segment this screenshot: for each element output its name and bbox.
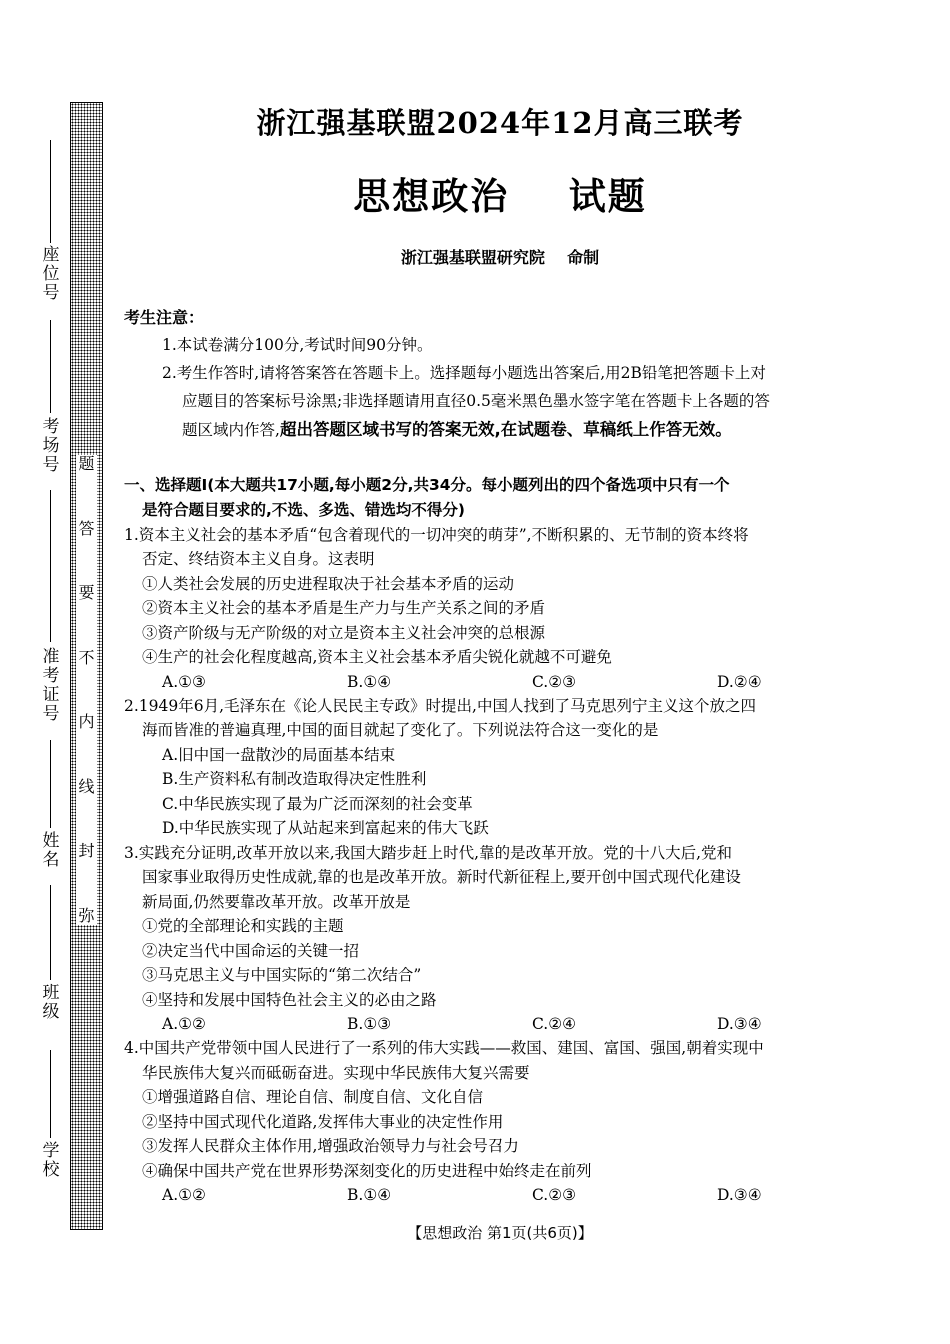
- question-4-stem-line-1: 4.中国共产党带领中国人民进行了一系列的伟大实践——救国、建国、富国、强国,朝着实现中: [124, 1039, 764, 1057]
- admission-number-label: 准考证号: [42, 647, 60, 724]
- question-3-choices: [162, 1012, 882, 1037]
- notice-title: 考生注意：: [124, 308, 205, 327]
- question-4-item: ④确保中国共产党在世界形势深刻变化的历史进程中始终走在前列: [142, 1162, 592, 1180]
- notice-bold-text: 超出答题区域书写的答案无效,在试题卷、草稿纸上作答无效。: [279, 420, 732, 439]
- seal-char: 弥: [78, 905, 95, 925]
- choice-b: B.①④: [347, 1186, 392, 1204]
- question-2-option-d: D.中华民族实现了从站起来到富起来的伟大飞跃: [162, 819, 489, 837]
- question-1-item: ②资本主义社会的基本矛盾是生产力与生产关系之间的矛盾: [142, 599, 546, 617]
- exam-title: 浙江强基联盟2024年12月高三联考: [256, 106, 744, 140]
- choice-d: D.③④: [717, 1186, 762, 1204]
- question-1-stem-line-2: 否定、终结资本主义自身。这表明: [142, 550, 375, 568]
- notice-normal-text: 题区域内作答,: [182, 421, 280, 439]
- class-label: 班级: [42, 983, 60, 1022]
- choice-a: A.①③: [162, 673, 206, 691]
- question-1-stem-line-1: 1.资本主义社会的基本矛盾“包含着现代的一切冲突的萌芽”,不断积累的、无节制的资本终将: [124, 526, 749, 544]
- question-4-choices: [162, 1183, 882, 1208]
- question-1-choices: [162, 670, 882, 695]
- question-3-item: ①党的全部理论和实践的主题: [142, 917, 344, 935]
- seal-char: 封: [78, 841, 95, 861]
- question-4-stem-line-2: 华民族伟大复兴而砥砺奋进。实现中华民族伟大复兴需要: [142, 1064, 530, 1082]
- question-3-item: ②决定当代中国命运的关键一招: [142, 942, 360, 960]
- seal-char: 题: [78, 454, 95, 473]
- choice-d: D.③④: [717, 1015, 762, 1033]
- school-label: 学校: [42, 1141, 60, 1180]
- choice-a: A.①②: [162, 1186, 206, 1204]
- compiler-line: 浙江强基联盟研究院 命制: [400, 248, 600, 267]
- question-3-stem-line-1: 3.实践充分证明,改革开放以来,我国大踏步赶上时代,靠的是改革开放。党的十八大后,党和: [124, 844, 732, 862]
- seat-number-label: 座位号: [42, 245, 60, 303]
- question-4-item: ③发挥人民群众主体作用,增强政治领导力与社会号召力: [142, 1137, 519, 1155]
- section-header-line-2: 是符合题目要求的,不选、多选、错选均不得分): [142, 501, 465, 519]
- question-2-stem-line-1: 2.1949年6月,毛泽东在《论人民民主专政》时提出,中国人找到了马克思列宁主义这个放之四: [124, 697, 756, 715]
- seal-text: [76, 455, 97, 925]
- exam-room-label: 考场号: [42, 417, 60, 475]
- question-3-stem-line-3: 新局面,仍然要靠改革开放。改革开放是: [142, 893, 411, 911]
- question-1-item: ①人类社会发展的历史进程取决于社会基本矛盾的运动: [142, 575, 515, 593]
- notice-item-2-line-2: 应题目的答案标号涂黑;非选择题请用直径0.5毫米黑色墨水签字笔在答题卡上各题的答: [182, 392, 770, 410]
- choice-c: C.②④: [532, 1015, 577, 1033]
- question-3-stem-line-2: 国家事业取得历史性成就,靠的也是改革开放。新时代新征程上,要开创中国式现代化建设: [142, 868, 741, 886]
- choice-a: A.①②: [162, 1015, 206, 1033]
- section-header-line-1: 一、选择题Ⅰ(本大题共17小题,每小题2分,共34分。每小题列出的四个备选项中只有一个: [124, 476, 730, 494]
- class-field: [36, 885, 66, 1045]
- notice-item-1: 1.本试卷满分100分,考试时间90分钟。: [162, 336, 433, 354]
- question-2-stem-line-2: 海而皆准的普遍真理,中国的面目就起了变化了。下列说法符合这一变化的是: [142, 721, 659, 739]
- subject-title: 思想政治 试题: [353, 174, 647, 218]
- question-3-item: ③马克思主义与中国实际的“第二次结合”: [142, 966, 422, 984]
- question-1-item: ③资产阶级与无产阶级的对立是资本主义社会冲突的总根源: [142, 624, 546, 642]
- seal-char: 答: [78, 518, 95, 538]
- question-2-option-a: A.旧中国一盘散沙的局面基本结束: [162, 746, 396, 764]
- choice-d: D.②④: [717, 673, 762, 691]
- school-field: [36, 1050, 66, 1200]
- question-1-item: ④生产的社会化程度越高,资本主义社会基本矛盾尖锐化就越不可避免: [142, 648, 612, 666]
- question-4-item: ②坚持中国式现代化道路,发挥伟大事业的决定性作用: [142, 1113, 504, 1131]
- page-footer: 【思想政治 第1页(共6页)】: [407, 1224, 593, 1242]
- seat-number-field: [36, 140, 66, 310]
- name-field: [36, 740, 66, 880]
- question-2-option-c: C.中华民族实现了最为广泛而深刻的社会变革: [162, 795, 473, 813]
- question-2-option-b: B.生产资料私有制改造取得决定性胜利: [162, 770, 427, 788]
- choice-b: B.①③: [347, 1015, 392, 1033]
- question-4-item: ①增强道路自信、理论自信、制度自信、文化自信: [142, 1088, 484, 1106]
- question-3-item: ④坚持和发展中国特色社会主义的必由之路: [142, 991, 437, 1009]
- choice-b: B.①④: [347, 673, 392, 691]
- admission-number-field: [36, 490, 66, 730]
- seal-char: 线: [78, 776, 95, 796]
- seal-char: 要: [78, 583, 95, 603]
- exam-room-field: [36, 320, 66, 480]
- name-label: 姓名: [42, 831, 60, 870]
- seal-char: 内: [78, 712, 95, 732]
- notice-item-2-line-1: 2.考生作答时,请将答案答在答题卡上。选择题每小题选出答案后,用2B铅笔把答题卡上对: [162, 364, 766, 382]
- choice-c: C.②③: [532, 1186, 577, 1204]
- seal-char: 不: [78, 647, 95, 667]
- notice-item-2-line-3: [182, 417, 732, 443]
- choice-c: C.②③: [532, 673, 577, 691]
